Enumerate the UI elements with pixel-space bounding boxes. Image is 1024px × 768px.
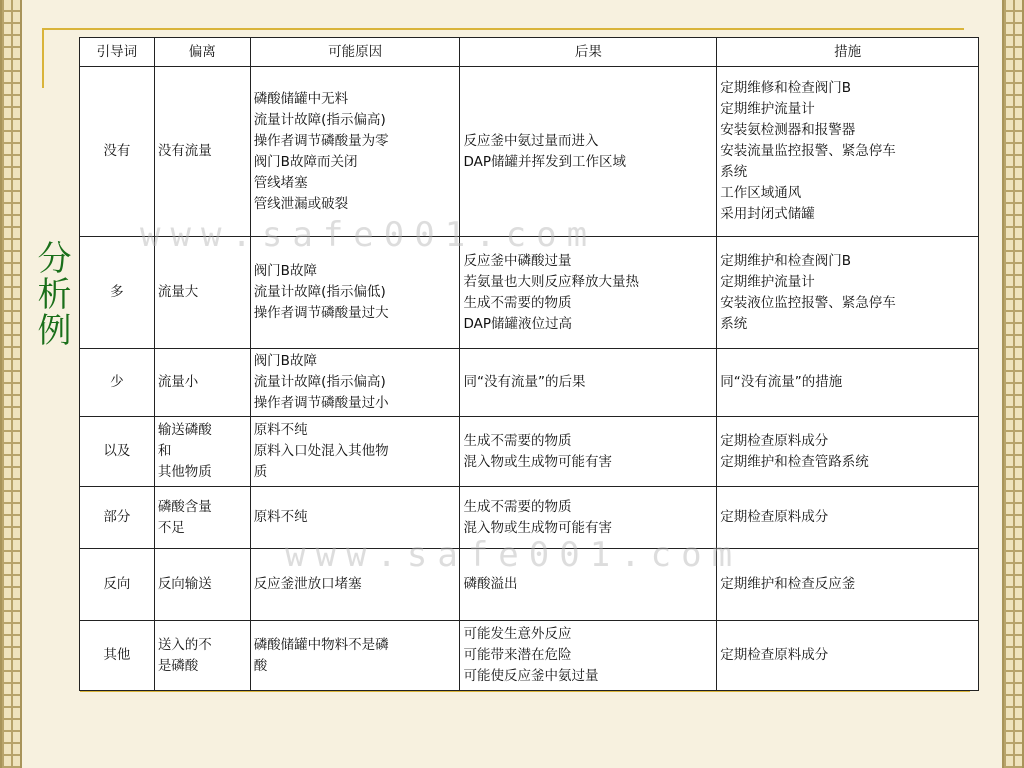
measures-cell [717,67,979,237]
header-consequences: 后果 [460,38,717,67]
consequences-cell [460,237,717,349]
cell-line: 工作区域通风 [720,185,802,201]
cell-line: 安装氨检测器和报警器 [720,122,856,138]
cell-line: 反应釜中氨过量而进入 [463,132,599,149]
cell-line: 定期检查原料成分 [720,432,829,449]
measures-cell [717,549,979,621]
cell-line: 反应釜中磷酸过量 [463,252,572,269]
causes-cell [250,417,460,487]
table-row [80,549,979,621]
cell-line: 定期检查原料成分 [720,509,829,525]
table-header-row [80,38,979,67]
measures-cell [717,621,979,691]
cell-line: 同“没有流量”的措施 [720,374,843,390]
cell-line: 定期检查原料成分 [720,647,829,663]
cell-line: 生成不需要的物质 [463,498,572,515]
left-decorative-border [0,0,22,768]
cell-line: 反应釜泄放口堵塞 [253,576,362,592]
header-measures: 措施 [717,38,979,67]
cell-line: 没有流量 [157,143,212,159]
slide-side-title: 分析例 [31,240,71,348]
deviation-cell [154,67,250,237]
measures-cell [717,349,979,417]
table-body [80,67,979,691]
guide-word-cell: 其他 [80,621,155,691]
cell-line: 磷酸含量 [157,498,212,515]
cell-line: 定期维护流量计 [720,273,815,290]
cell-line: 质 [253,464,268,480]
cell-line: 定期维护和检查阀门B [720,252,851,269]
cell-line: 安装液位监控报警、紧急停车 [720,294,896,311]
cell-line: 生成不需要的物质 [463,294,572,311]
cell-line: 流量计故障(指示偏高) [253,111,386,128]
table-row [80,237,979,349]
causes-cell [250,349,460,417]
cell-line: 可能使反应釜中氨过量 [463,668,599,684]
cell-line: 安装流量监控报警、紧急停车 [720,143,896,159]
cell-line: 阀门B故障 [253,353,317,369]
cell-line: 系统 [720,315,748,332]
cell-line: 若氨量也大则反应释放大量热 [463,273,639,290]
hazop-table-container [79,37,979,690]
cell-line: 流量大 [157,284,199,300]
cell-line: 阀门B故障而关闭 [253,153,358,170]
cell-line: 操作者调节磷酸量过小 [253,395,389,411]
causes-cell [250,621,460,691]
cell-line: 定期维护和检查反应釜 [720,576,856,592]
deviation-cell [154,237,250,349]
measures-cell [717,487,979,549]
cell-line: 定期维护和检查管路系统 [720,453,869,470]
watermark-lower: www.safe001.com [285,535,743,575]
cell-line: 磷酸储罐中无料 [253,90,349,107]
cell-line: 操作者调节磷酸量为零 [253,132,389,149]
consequences-cell [460,67,717,237]
deviation-cell [154,487,250,549]
cell-line: 反向输送 [157,576,212,592]
table-row [80,417,979,487]
cell-line: 管线泄漏或破裂 [253,195,349,212]
cell-line: 输送磷酸 [157,422,212,438]
cell-line: 送入的不 [157,636,212,653]
cell-line: 流量计故障(指示偏高) [253,374,386,390]
hazop-analysis-table [79,37,979,691]
cell-line: 管线堵塞 [253,174,308,191]
top-accent-line [42,28,964,30]
causes-cell [250,237,460,349]
header-deviation: 偏离 [154,38,250,67]
top-accent-corner [42,28,44,88]
deviation-cell [154,349,250,417]
deviation-cell [154,417,250,487]
cell-line: 生成不需要的物质 [463,432,572,449]
cell-line: 和 [157,443,172,459]
cell-line: 操作者调节磷酸量过大 [253,305,389,321]
cell-line: 系统 [720,164,748,180]
cell-line: 不足 [157,519,185,536]
deviation-cell [154,549,250,621]
cell-line: 磷酸溢出 [463,576,518,592]
guide-word-cell: 部分 [80,487,155,549]
guide-word-cell: 多 [80,237,155,349]
cell-line: 原料入口处混入其他物 [253,443,389,459]
cell-line: 阀门B故障 [253,263,317,279]
causes-cell [250,67,460,237]
right-decorative-border [1002,0,1024,768]
cell-line: 采用封闭式储罐 [720,206,815,222]
cell-line: 磷酸储罐中物料不是磷 [253,636,389,653]
consequences-cell [460,349,717,417]
deviation-cell [154,621,250,691]
cell-line: 定期维修和检查阀门B [720,80,851,96]
consequences-cell [460,487,717,549]
guide-word-cell: 反向 [80,549,155,621]
consequences-cell [460,549,717,621]
consequences-cell [460,621,717,691]
cell-line: 定期维护流量计 [720,101,815,117]
measures-cell [717,237,979,349]
consequences-cell [460,417,717,487]
table-row [80,67,979,237]
guide-word-cell: 没有 [80,67,155,237]
cell-line: 可能发生意外反应 [463,626,572,642]
measures-cell [717,417,979,487]
cell-line: 其他物质 [157,464,212,480]
cell-line: 混入物或生成物可能有害 [463,453,612,470]
cell-line: 流量计故障(指示偏低) [253,284,386,300]
header-possible-causes: 可能原因 [250,38,460,67]
cell-line: DAP储罐液位过高 [463,315,573,332]
causes-cell [250,487,460,549]
causes-cell [250,549,460,621]
cell-line: 酸 [253,657,268,674]
table-row [80,487,979,549]
watermark-upper: www.safe001.com [140,215,598,255]
guide-word-cell: 以及 [80,417,155,487]
cell-line: 流量小 [157,374,199,390]
header-guide-word: 引导词 [80,38,155,67]
cell-line: 混入物或生成物可能有害 [463,519,612,536]
cell-line: 是磷酸 [157,657,199,674]
cell-line: 同“没有流量”的后果 [463,374,586,390]
cell-line: 原料不纯 [253,509,308,525]
cell-line: 原料不纯 [253,422,308,438]
cell-line: 可能带来潜在危险 [463,647,572,663]
table-row [80,621,979,691]
table-row [80,349,979,417]
cell-line: DAP储罐并挥发到工作区域 [463,153,627,170]
guide-word-cell: 少 [80,349,155,417]
